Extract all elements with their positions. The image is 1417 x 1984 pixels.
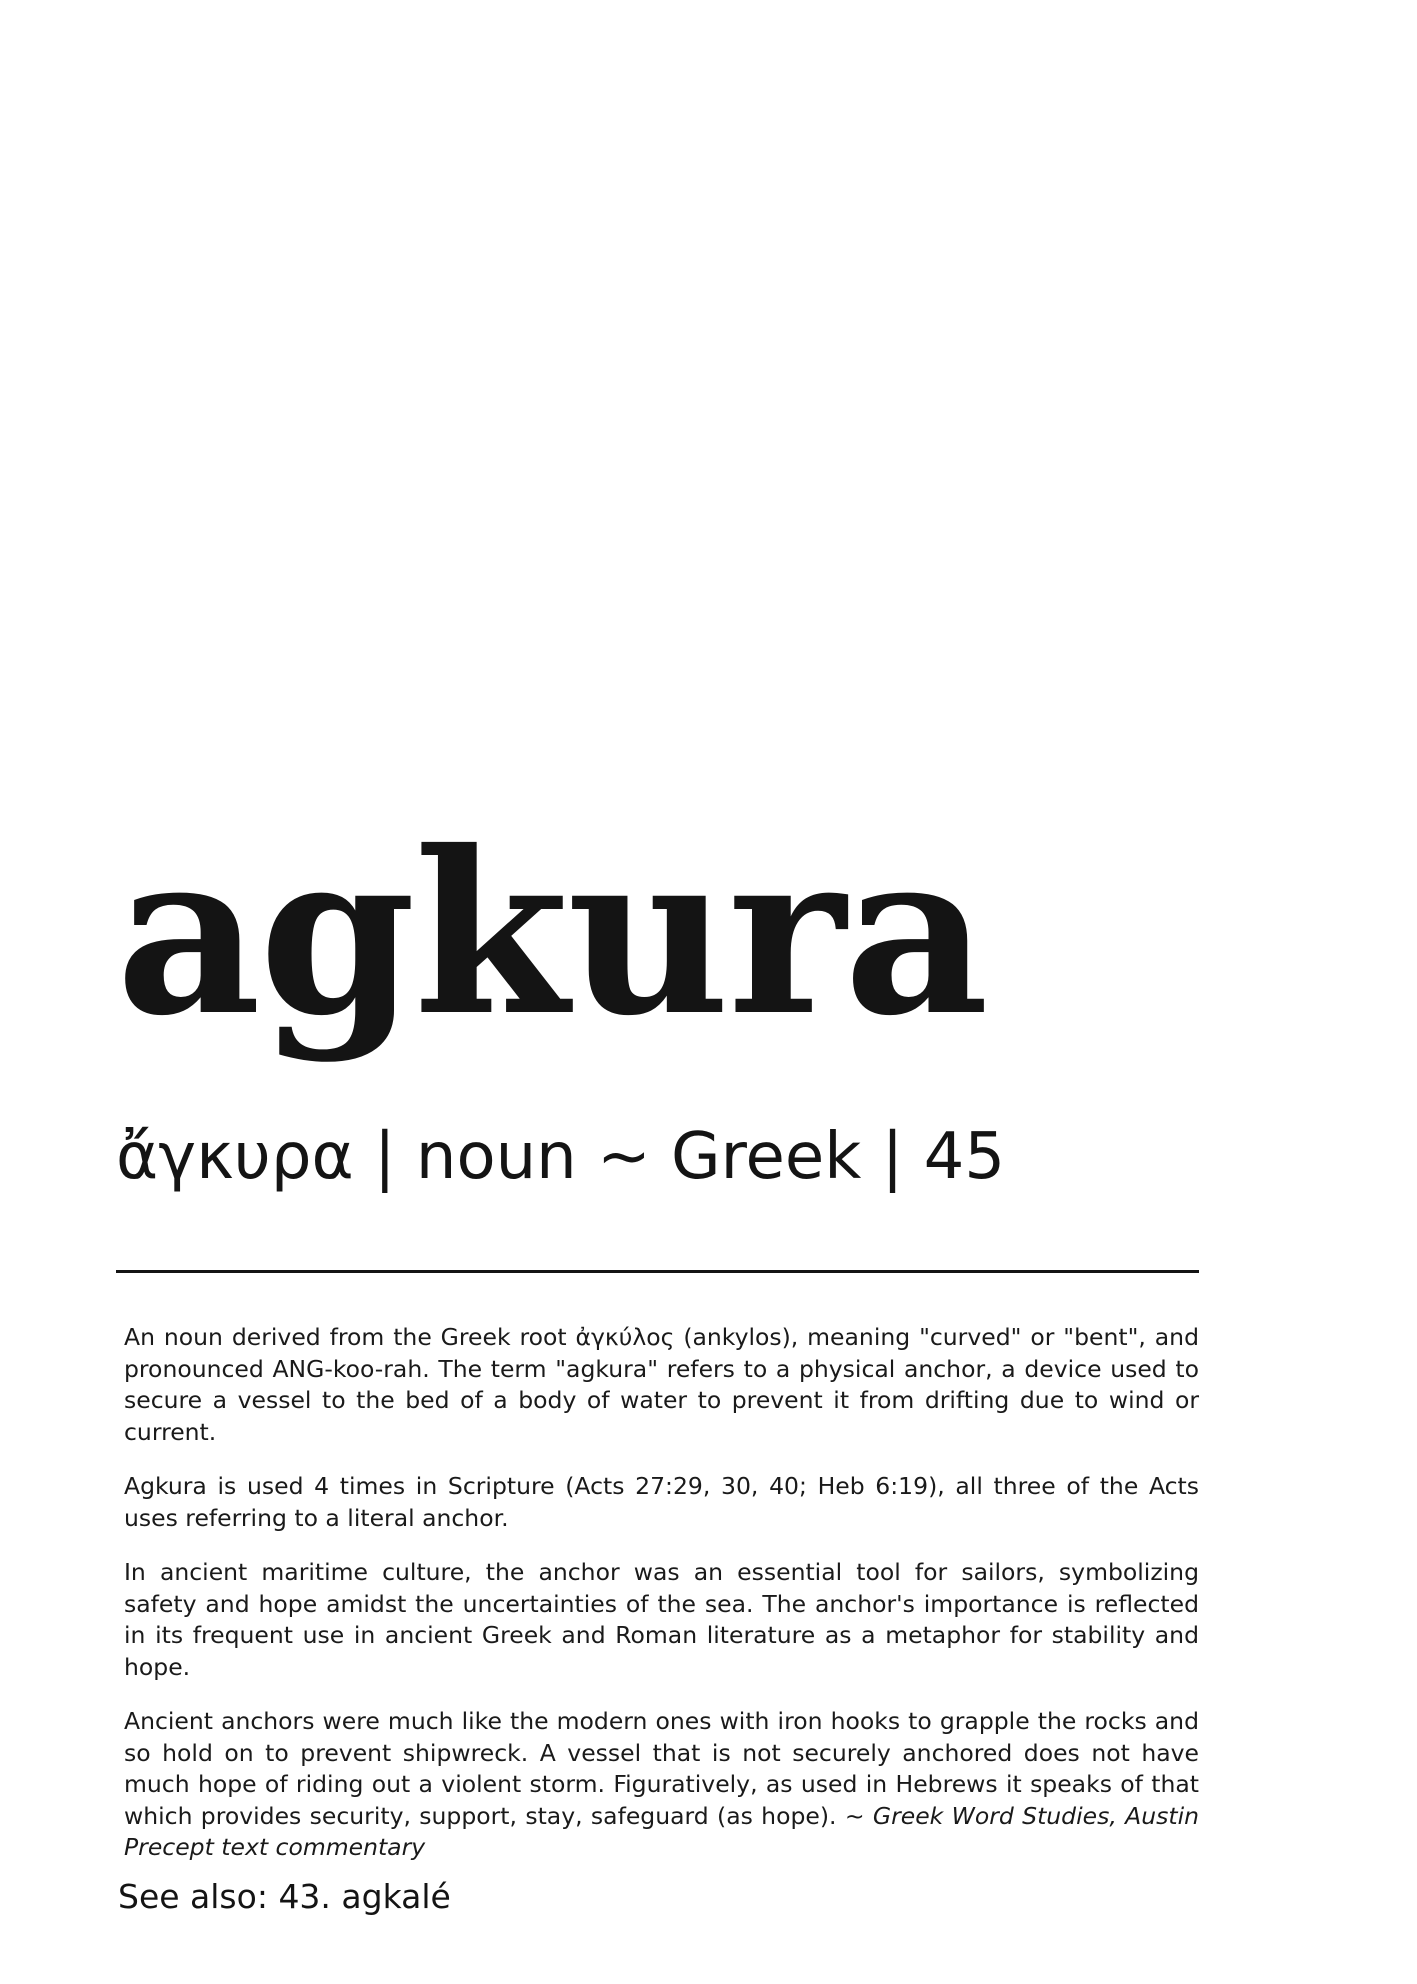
paragraph-etymology: An noun derived from the Greek root ἀγκύλος (ankylos), meaning "curved" or "bent", and pronounced ANG-koo-rah. The term "agkura" refers to a physical anchor, a device used to secure a vessel to the bed of a body of water to prevent it from drifting due to wind or current. bbox=[124, 1323, 1199, 1446]
see-also-label: See also: bbox=[118, 1877, 268, 1916]
greek-spelling: ἄγκυρα bbox=[116, 1120, 354, 1194]
divider-rule bbox=[116, 1270, 1199, 1273]
source-citation: Greek Word Studies, Austin Precept text commentary bbox=[124, 1801, 1200, 1861]
part-of-speech: noun bbox=[415, 1120, 577, 1194]
separator: | bbox=[861, 1120, 924, 1194]
paragraph-culture: In ancient maritime culture, the anchor was an essential tool for sailors, symbolizing safety and hope amidst the uncertainties of the sea. The anchor's importance is reflected in its frequent use in ancient Greek and Roman literature as a metaphor for stability and hope. bbox=[124, 1558, 1199, 1681]
separator: | bbox=[353, 1120, 416, 1194]
entry-subheading bbox=[116, 1120, 1006, 1194]
entry-number: 45 bbox=[923, 1120, 1006, 1194]
tilde-separator: ~ bbox=[576, 1120, 672, 1194]
see-also bbox=[118, 1877, 451, 1916]
paragraph-figurative bbox=[124, 1706, 1199, 1864]
paragraph-figurative-text: Ancient anchors were much like the modern ones with iron hooks to grapple the rocks and so hold on to prevent shipwreck. A vessel that is not securely anchored does not have much hope of riding out a violent storm. Figuratively, as used in Hebrews it speaks of that which provides security, support, stay, safeguard (as hope). ~ bbox=[124, 1707, 1199, 1830]
see-also-reference: 43. agkalé bbox=[278, 1877, 451, 1916]
headword: agkura bbox=[116, 802, 987, 1065]
paragraph-usage: Agkura is used 4 times in Scripture (Acts 27:29, 30, 40; Heb 6:19), all three of the Acts uses referring to a literal anchor. bbox=[124, 1472, 1199, 1532]
language: Greek bbox=[671, 1120, 862, 1194]
entry-body bbox=[124, 1322, 1199, 1864]
